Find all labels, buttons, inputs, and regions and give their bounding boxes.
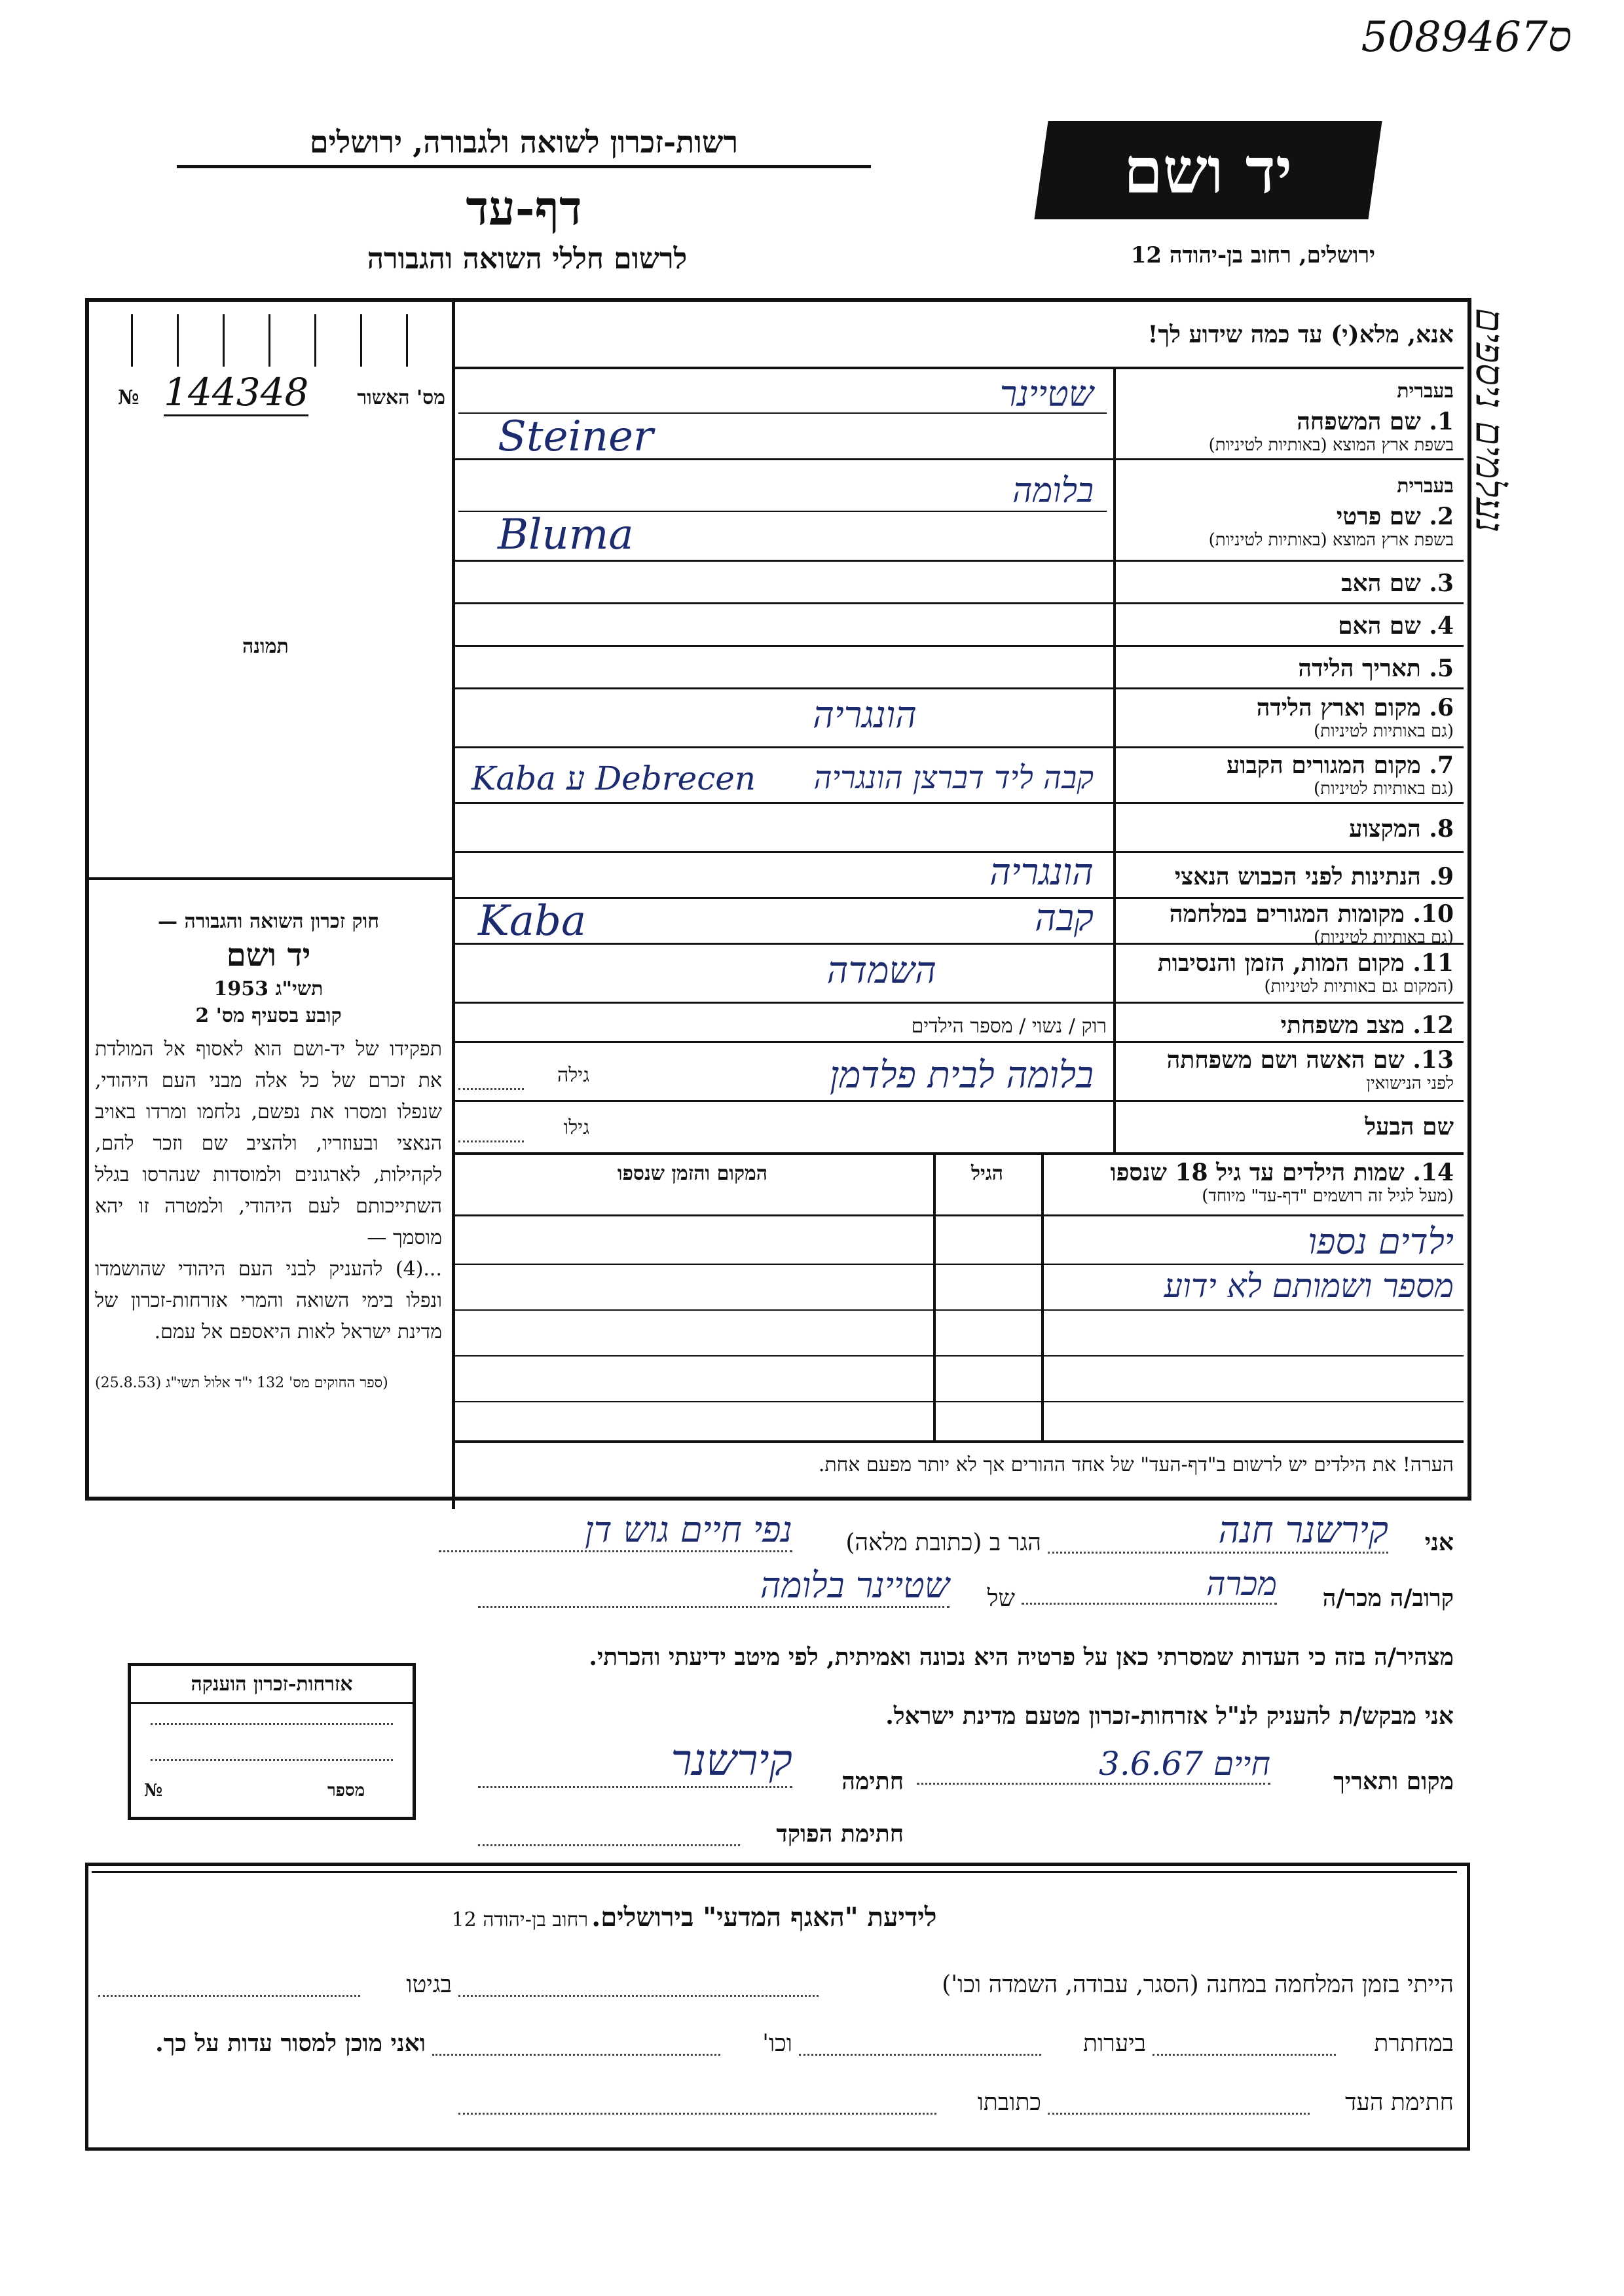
q2-heb: בעברית — [1397, 475, 1454, 498]
form-subtitle: לרשום חללי השואה והגבורה — [367, 242, 688, 276]
relation-value: מכרה — [1022, 1565, 1277, 1605]
footer-address: רחוב בן-יהודה 12 — [451, 1908, 589, 1931]
q14-value-2: מספר ושמותם לא ידוע — [1164, 1267, 1454, 1305]
q5-label: תאריך הלידה — [1298, 655, 1421, 682]
intro-text: אנא, מלא(י) עד כמה שידוע לך! — [1147, 321, 1454, 348]
q10-sub: (גם באותיות לטיניות) — [1313, 928, 1454, 947]
q12-num: 12. — [1412, 1011, 1454, 1039]
q5-num: 5. — [1429, 655, 1454, 682]
place-date-value: חיים 3.6.67 — [917, 1745, 1270, 1785]
q11-num: 11. — [1412, 949, 1454, 977]
q13-age-label: גילה — [557, 1064, 589, 1087]
q9-label: הנתינות לפני הכבוש הנאצי — [1174, 863, 1421, 890]
q2-value-heb: בלומה — [1012, 471, 1094, 511]
q13-label: שם האשה ושם משפחתה — [1166, 1046, 1405, 1074]
authority-title: רשות-זכרון לשואה ולגבורה, ירושלים — [177, 124, 871, 168]
footer-line1-a: הייתי בזמן המלחמה במחנה (הסגר, עבודה, השמדה וכו') — [942, 1971, 1454, 1998]
q4-label: שם האם — [1338, 612, 1421, 640]
q11-value: השמדה — [826, 949, 936, 992]
law-body-2: ...(4) להעניק לבני העם היהודי שהושמדו ונפלו בימי השואה והמרי אזרחות-זכרון של מדינת ישראל לאות היאספם אל עמם. — [95, 1258, 442, 1343]
q7-num: 7. — [1429, 752, 1454, 779]
q7-value-heb: קבה ליד דברצן הונגריה — [813, 759, 1094, 796]
q11-sub: (המקום גם באותיות לטיניות) — [1264, 977, 1454, 996]
footer-line2-b: ביערות — [1082, 2030, 1146, 2057]
declaration-text: מצהיר/ה בזה כי העדות שמסרתי כאן על פרטיה היא נכונה ואמיתית, לפי מיטב ידיעתי והכרתי. — [589, 1643, 1454, 1671]
q3-label: שם האב — [1341, 570, 1421, 597]
q2-label-block — [1120, 475, 1454, 550]
q10-value-lat: Kaba — [478, 897, 587, 945]
q10-value-heb: קבה — [1035, 897, 1094, 939]
official-signature-line — [478, 1843, 740, 1846]
children-note: הערה! את הילדים יש לרשום ב"דף-העד" של אחד ההורים אך לא יותר מפעם אחת. — [818, 1453, 1454, 1476]
husband-label: שם הבעל — [1365, 1113, 1454, 1140]
side-note: נעלמים ניספים — [1467, 308, 1513, 533]
q14-value-1: ילדים נספו — [1308, 1221, 1454, 1262]
declarant-address: נפי חיים גוש דן — [439, 1509, 792, 1552]
q2-sub: בשפת ארץ המוצא (באותיות לטיניות) — [1208, 530, 1454, 550]
q12-options: רוק / נשוי / מספר הילדים — [911, 1015, 1107, 1038]
yad-vashem-logo — [1034, 121, 1382, 219]
q1-label-block — [1120, 380, 1454, 455]
footer-line3-a: חתימת העד — [1345, 2089, 1454, 2116]
of-name-value: שטיינר בלומה — [478, 1565, 950, 1608]
approval-label: מס' האשור — [357, 386, 445, 409]
q2-num: 2. — [1429, 503, 1454, 530]
q6-value: הונגריה — [813, 694, 917, 737]
q6-sub: (גם באותיות לטיניות) — [1313, 721, 1454, 741]
law-line2: יד ושם — [226, 937, 311, 974]
approval-no-sign: № — [118, 386, 139, 409]
q14-label: שמות הילדים עד גיל 18 שנספו — [1110, 1159, 1405, 1186]
q6-label: מקום וארץ הלידה — [1256, 694, 1421, 721]
footer-line2-a: במחתרת — [1374, 2030, 1454, 2057]
law-body: תפקידו של יד-ושם הוא לאסוף אל המולדת את זכרם של כל אלה מבני העם היהודי, שנפלו ומסרו את נפשם, נלחמו ומרדו באויב הנאצי ובעוזריו, ולהציב שם וזכר להם, לקהילות, לארגונים ולמוסדות שנהרסו בגלל השתייכותם לעם היהודי, ולמטרה זו יהא מוסמך — — [95, 1038, 442, 1249]
q1-sub: בשפת ארץ המוצא (באותיות לטיניות) — [1208, 435, 1454, 455]
logo-text: יד ושם — [1124, 133, 1293, 208]
photo-label: תמונה — [242, 635, 289, 658]
q8-label: המקצוע — [1349, 815, 1421, 843]
q1-num: 1. — [1429, 408, 1454, 435]
q14-sub: (מעל לגיל זה רושמים "דף-עד" מיוחד) — [1202, 1186, 1454, 1206]
q7-value-lat: Kaba ע Debrecen — [471, 759, 756, 797]
citizenship-number-label: מספר — [327, 1781, 365, 1800]
q10-num: 10. — [1412, 900, 1454, 928]
q13-sub: לפני הנישואין — [1366, 1074, 1454, 1093]
of-label: של — [987, 1585, 1015, 1612]
q8-num: 8. — [1429, 815, 1454, 843]
official-signature-label: חתימת הפוקד — [776, 1820, 904, 1848]
q1-label: שם המשפחה — [1297, 408, 1421, 435]
q13-num: 13. — [1412, 1046, 1454, 1074]
relative-label: קרוב/ה מכר/ה — [1322, 1584, 1454, 1612]
form-title: דף-עד — [466, 180, 582, 236]
law-line3: תשי"ג 1953 — [213, 977, 323, 1000]
footer-title: לידיעת "האגף המדעי" בירושלים. — [591, 1902, 937, 1933]
footer-line3-b: כתובתו — [977, 2089, 1041, 2116]
law-line4: קובע בסעיף מס' 2 — [195, 1004, 342, 1027]
signature-value: קירשנר — [478, 1735, 792, 1788]
q13-value: בלומה לבית פלדמן — [829, 1054, 1094, 1097]
approval-number: 144348 — [164, 370, 308, 416]
citizenship-no: № — [144, 1781, 163, 1800]
citizenship-box — [128, 1663, 416, 1820]
q10-label: מקומות המגורים במלחמה — [1169, 900, 1405, 928]
footer-line1-b: בגיטו — [406, 1971, 452, 1998]
q12-label: מצב משפחתי — [1280, 1011, 1405, 1039]
law-line1: חוק זכרון השואה והגבורה — — [158, 910, 379, 933]
law-box — [95, 910, 442, 1391]
q14-col-age: הגיל — [970, 1162, 1004, 1185]
archive-number: 5089467ס — [1361, 13, 1572, 62]
q14-num: 14. — [1412, 1159, 1454, 1186]
place-date-label: מקום ותאריך — [1333, 1768, 1454, 1795]
declarant-resides-label: הגר ב (כתובת מלאה) — [845, 1529, 1041, 1556]
q1-heb: בעברית — [1397, 380, 1454, 403]
husband-age-label: גילו — [563, 1116, 589, 1139]
q4-num: 4. — [1429, 612, 1454, 640]
q7-label: מקום המגורים הקבוע — [1226, 752, 1421, 779]
q9-value: הונגריה — [989, 851, 1094, 894]
citizenship-title: אזרחות-זכרון הוענקה — [131, 1666, 413, 1704]
request-text: אני מבקש/ת להעניק לנ"ל אזרחות-זכרון מטעם מדינת ישראל. — [885, 1702, 1454, 1730]
q1-value-heb: שטיינר — [999, 373, 1094, 414]
footer-heading — [196, 1902, 1192, 1933]
q14-col-place: המקום והזמן שנספו — [617, 1162, 768, 1185]
q1-value-lat: Steiner — [498, 412, 654, 461]
q11-label: מקום המות, הזמן והנסיבות — [1157, 949, 1405, 977]
footer-line2-c: וכו' — [762, 2030, 792, 2057]
declarant-name: קירשנר חנה — [1048, 1509, 1388, 1554]
signature-label: חתימה — [841, 1768, 904, 1795]
law-ref: (ספר החוקים מס' 132 י"ד אלול תשי"ג (25.8.53) — [95, 1375, 388, 1391]
q3-num: 3. — [1429, 570, 1454, 597]
barcode-ticks — [92, 308, 445, 373]
address-header: ירושלים, רחוב בן-יהודה 12 — [1130, 242, 1375, 268]
declarant-ani: אני — [1424, 1529, 1454, 1556]
footer-line2-d: ואני מוכן למסור עדות על כך. — [155, 2030, 426, 2057]
q6-num: 6. — [1429, 694, 1454, 721]
q2-value-lat: Bluma — [498, 511, 634, 559]
q9-num: 9. — [1429, 863, 1454, 890]
q7-sub: (גם באותיות לטיניות) — [1313, 779, 1454, 799]
q2-label: שם פרטי — [1336, 503, 1421, 530]
